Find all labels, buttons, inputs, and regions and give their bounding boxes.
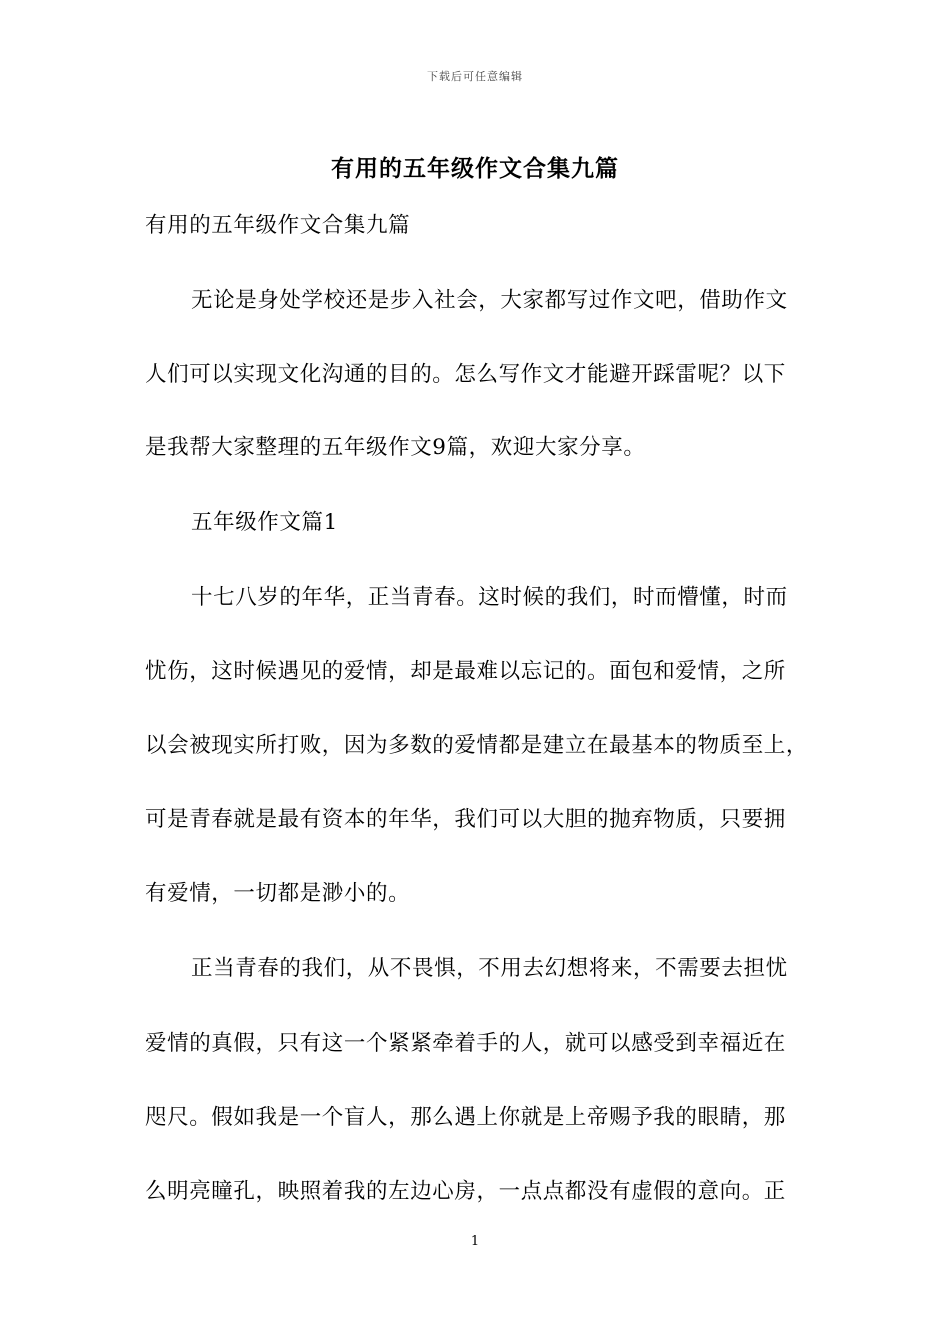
paragraph2-line-2: 爱情的真假，只有这一个紧紧牵着手的人，就可以感受到幸福近在	[145, 1031, 786, 1056]
intro-line-3: 是我帮大家整理的五年级作文9篇，欢迎大家分享。	[145, 435, 646, 460]
paragraph2-line-1: 正当青春的我们，从不畏惧，不用去幻想将来，不需要去担忧	[191, 956, 788, 981]
paragraph2-line-3: 咫尺。假如我是一个盲人，那么遇上你就是上帝赐予我的眼睛，那	[145, 1105, 786, 1130]
paragraph1-line-4: 可是青春就是最有资本的年华，我们可以大胆的抛弃物质，只要拥	[145, 807, 786, 832]
header-note: 下载后可任意编辑	[427, 70, 523, 83]
subtitle-line: 有用的五年级作文合集九篇	[145, 213, 411, 238]
paragraph1-line-3: 以会被现实所打败，因为多数的爱情都是建立在最基本的物质至上，	[145, 733, 809, 758]
intro-line-2: 人们可以实现文化沟通的目的。怎么写作文才能避开踩雷呢？以下	[145, 362, 786, 387]
document-title: 有用的五年级作文合集九篇	[331, 155, 619, 182]
section-heading: 五年级作文篇1	[191, 510, 338, 535]
paragraph1-line-2: 忧伤，这时候遇见的爱情，却是最难以忘记的。面包和爱情，之所	[145, 659, 786, 684]
intro-line-1: 无论是身处学校还是步入社会，大家都写过作文吧，借助作文	[191, 288, 788, 313]
paragraph2-line-4: 么明亮瞳孔，映照着我的左边心房，一点点都没有虚假的意向。正	[145, 1179, 786, 1204]
paragraph1-line-1: 十七八岁的年华，正当青春。这时候的我们，时而懵懂，时而	[191, 585, 788, 610]
paragraph1-line-5: 有爱情，一切都是渺小的。	[145, 881, 411, 906]
page-number: 1	[470, 1234, 480, 1249]
